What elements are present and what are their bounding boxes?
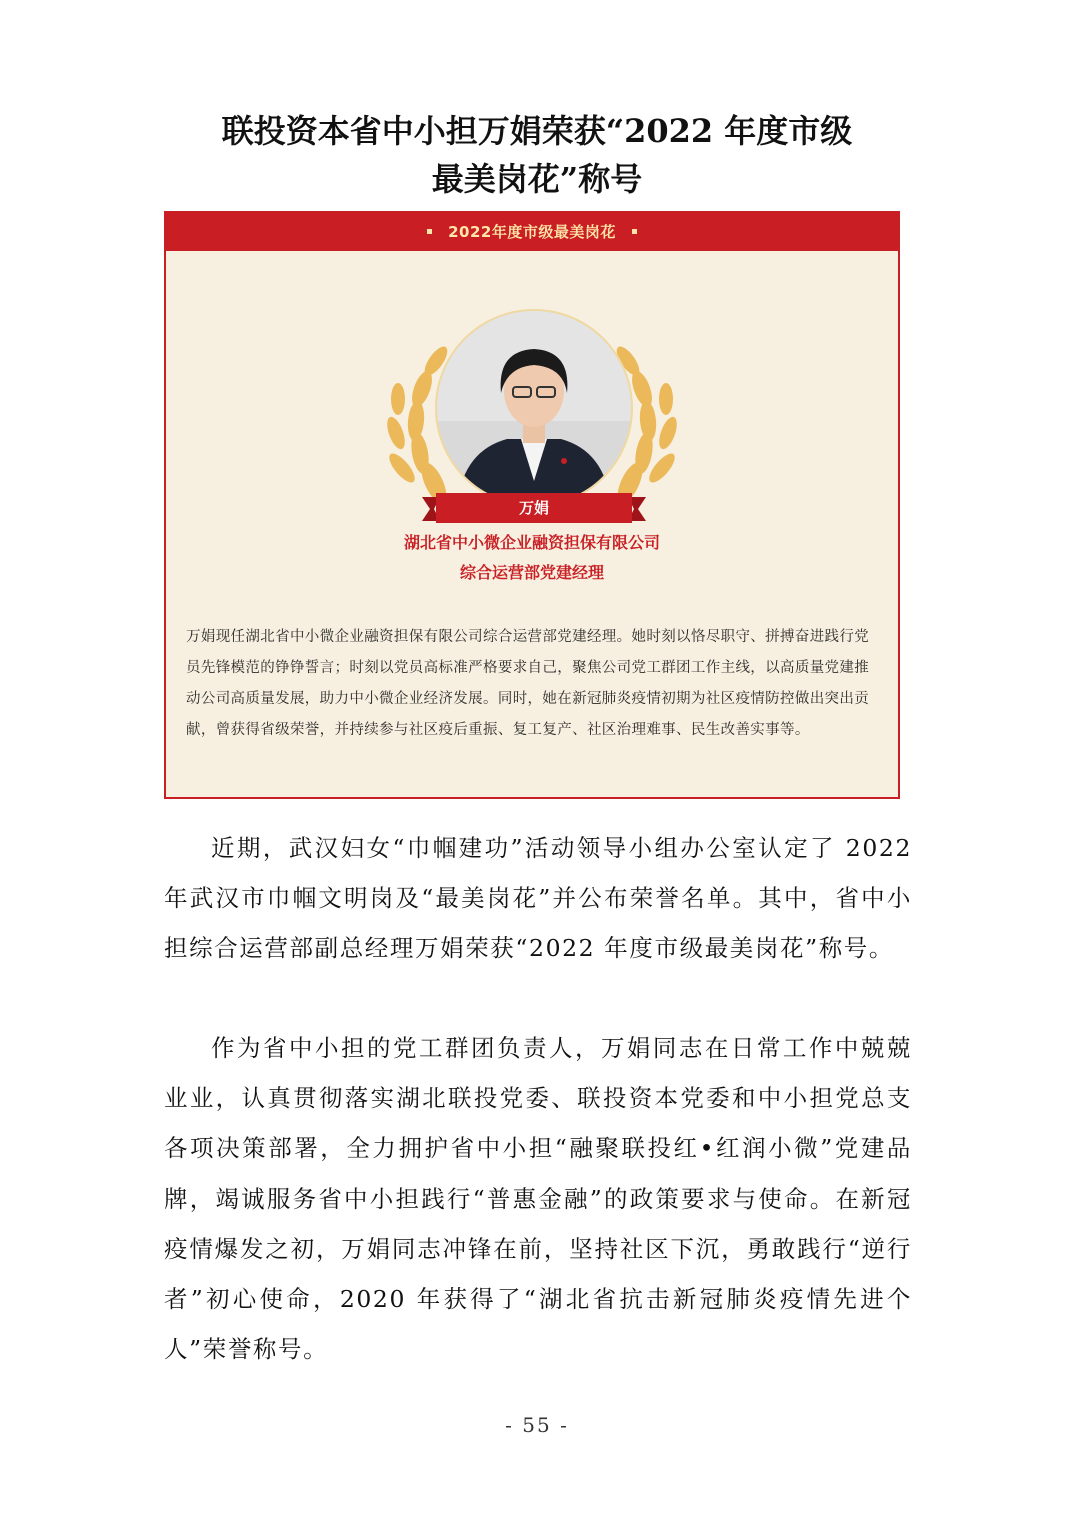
portrait-photo (437, 311, 631, 505)
award-banner (166, 213, 898, 251)
body-paragraph-1: 近期，武汉妇女“巾帼建功”活动领导小组办公室认定了 2022 年武汉市巾帼文明岗及“最美岗花”并公布荣誉名单。其中，省中小担综合运营部副总经理万娟荣获“2022 年度市级最美岗花”称号。 (164, 834, 912, 963)
bullet-square-icon (427, 229, 432, 234)
awardee-description: 万娟现任湖北省中小微企业融资担保有限公司综合运营部党建经理。她时刻以恪尽职守、拼搏奋进践行党员先锋模范的铮铮誓言；时刻以党员高标准严格要求自己，聚焦公司党工群团工作主线，以高质量党建推动公司高质量发展，助力中小微企业经济发展。同时，她在新冠肺炎疫情初期为社区疫情防控做出突出贡献，曾获得省级荣誉，并持续参与社区疫后重振、复工复产、社区治理难事、民生改善实事等。 (186, 629, 870, 738)
bullet-square-icon (632, 229, 637, 234)
article-title-line-2: 最美岗花”称号 (431, 160, 643, 198)
award-banner-title: 2022年度市级最美岗花 (448, 223, 616, 241)
person-portrait-icon (437, 311, 631, 505)
article-title-line-1: 联投资本省中小担万娟荣获“2022 年度市级 (221, 112, 853, 150)
awardee-company: 湖北省中小微企业融资担保有限公司 (403, 533, 660, 552)
awardee-position: 综合运营部党建经理 (459, 563, 604, 582)
award-card (164, 211, 900, 799)
page-number: - 55 - (505, 1413, 569, 1437)
awardee-name: 万娟 (518, 499, 549, 517)
body-paragraph-2: 作为省中小担的党工群团负责人，万娟同志在日常工作中兢兢业业，认真贯彻落实湖北联投党委、联投资本党委和中小担党总支各项决策部署，全力拥护省中小担“融聚联投红•红润小微”党建品牌，竭诚服务省中小担践行“普惠金融”的政策要求与使命。在新冠疫情爆发之初，万娟同志冲锋在前，坚持社区下沉，勇敢践行“逆行者”初心使命，2020 年获得了“湖北省抗击新冠肺炎疫情先进个人”荣誉称号。 (164, 1034, 912, 1364)
